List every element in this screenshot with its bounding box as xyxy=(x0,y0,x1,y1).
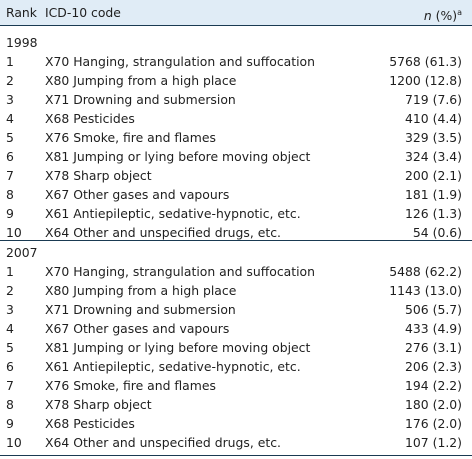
table-row xyxy=(0,300,472,319)
icd-code-cell: X70 Hanging, strangulation and suffocation xyxy=(45,264,315,279)
icd-code-cell: X70 Hanging, strangulation and suffocation xyxy=(45,54,315,69)
count-percent-cell: 506 (5.7) xyxy=(405,302,462,317)
rank-cell: 5 xyxy=(6,130,14,145)
table-header xyxy=(0,0,472,26)
count-percent-cell: 329 (3.5) xyxy=(405,130,462,145)
header-n: n xyxy=(423,8,432,23)
header-pct: (%) xyxy=(435,8,458,23)
table-row xyxy=(0,147,472,166)
icd-code-cell: X71 Drowning and submersion xyxy=(45,302,236,317)
count-percent-cell: 206 (2.3) xyxy=(405,359,462,374)
year-label: 1998 xyxy=(6,35,38,50)
count-percent-cell: 276 (3.1) xyxy=(405,340,462,355)
table-row xyxy=(0,185,472,204)
header-footnote-marker: a xyxy=(457,8,462,17)
count-percent-cell: 200 (2.1) xyxy=(405,168,462,183)
table-row xyxy=(0,71,472,90)
icd-code-cell: X81 Jumping or lying before moving object xyxy=(45,340,311,355)
count-percent-cell: 54 (0.6) xyxy=(412,225,462,240)
icd-code-cell: X68 Pesticides xyxy=(45,416,135,431)
icd-code-cell: X64 Other and unspecified drugs, etc. xyxy=(45,435,281,450)
section-divider xyxy=(0,240,472,241)
table-row xyxy=(0,376,472,395)
count-percent-cell: 5488 (62.2) xyxy=(389,264,462,279)
table-row xyxy=(0,414,472,433)
icd-code-cell: X80 Jumping from a high place xyxy=(45,73,237,88)
icd-code-cell: X61 Antiepileptic, sedative-hypnotic, etc. xyxy=(45,359,301,374)
count-percent-cell: 126 (1.3) xyxy=(405,206,462,221)
icd-code-cell: X76 Smoke, fire and flames xyxy=(45,378,216,393)
rank-cell: 2 xyxy=(6,283,14,298)
rank-cell: 8 xyxy=(6,187,14,202)
rank-cell: 1 xyxy=(6,264,14,279)
table-row xyxy=(0,357,472,376)
count-percent-cell: 180 (2.0) xyxy=(405,397,462,412)
table-row xyxy=(0,166,472,185)
rank-cell: 10 xyxy=(6,435,22,450)
icd-code-cell: X78 Sharp object xyxy=(45,168,152,183)
count-percent-cell: 181 (1.9) xyxy=(405,187,462,202)
rank-cell: 4 xyxy=(6,321,14,336)
table-row xyxy=(0,109,472,128)
icd-code-cell: X68 Pesticides xyxy=(45,111,135,126)
icd-code-cell: X78 Sharp object xyxy=(45,397,152,412)
count-percent-cell: 194 (2.2) xyxy=(405,378,462,393)
icd-code-cell: X81 Jumping or lying before moving object xyxy=(45,149,311,164)
table-row xyxy=(0,319,472,338)
count-percent-cell: 433 (4.9) xyxy=(405,321,462,336)
table-row xyxy=(0,262,472,281)
count-percent-cell: 5768 (61.3) xyxy=(389,54,462,69)
header-icd-code: ICD-10 code xyxy=(45,5,121,20)
rank-cell: 6 xyxy=(6,149,14,164)
icd-code-cell: X71 Drowning and submersion xyxy=(45,92,236,107)
count-percent-cell: 1200 (12.8) xyxy=(389,73,462,88)
table-row xyxy=(0,204,472,223)
rank-cell: 9 xyxy=(6,206,14,221)
year-label: 2007 xyxy=(6,245,38,260)
table-row xyxy=(0,128,472,147)
icd-code-cell: X67 Other gases and vapours xyxy=(45,187,230,202)
rank-cell: 7 xyxy=(6,168,14,183)
count-percent-cell: 719 (7.6) xyxy=(405,92,462,107)
rank-cell: 3 xyxy=(6,92,14,107)
count-percent-cell: 410 (4.4) xyxy=(405,111,462,126)
icd-code-cell: X67 Other gases and vapours xyxy=(45,321,230,336)
rank-cell: 2 xyxy=(6,73,14,88)
table-bottom-rule xyxy=(0,455,472,456)
rank-cell: 9 xyxy=(6,416,14,431)
rank-cell: 10 xyxy=(6,225,22,240)
count-percent-cell: 107 (1.2) xyxy=(405,435,462,450)
table-row xyxy=(0,395,472,414)
count-percent-cell: 176 (2.0) xyxy=(405,416,462,431)
count-percent-cell: 1143 (13.0) xyxy=(389,283,462,298)
count-percent-cell: 324 (3.4) xyxy=(405,149,462,164)
header-rank: Rank xyxy=(6,5,37,20)
rank-cell: 6 xyxy=(6,359,14,374)
table-row xyxy=(0,338,472,357)
rank-cell: 3 xyxy=(6,302,14,317)
icd-code-cell: X61 Antiepileptic, sedative-hypnotic, etc. xyxy=(45,206,301,221)
rank-cell: 4 xyxy=(6,111,14,126)
rank-cell: 8 xyxy=(6,397,14,412)
table-row xyxy=(0,90,472,109)
table-row xyxy=(0,433,472,452)
icd-code-cell: X76 Smoke, fire and flames xyxy=(45,130,216,145)
rank-cell: 7 xyxy=(6,378,14,393)
header-n-percent xyxy=(424,5,462,24)
rank-cell: 1 xyxy=(6,54,14,69)
table-row xyxy=(0,281,472,300)
icd-code-cell: X80 Jumping from a high place xyxy=(45,283,237,298)
table-row xyxy=(0,52,472,71)
icd-code-cell: X64 Other and unspecified drugs, etc. xyxy=(45,225,281,240)
rank-cell: 5 xyxy=(6,340,14,355)
